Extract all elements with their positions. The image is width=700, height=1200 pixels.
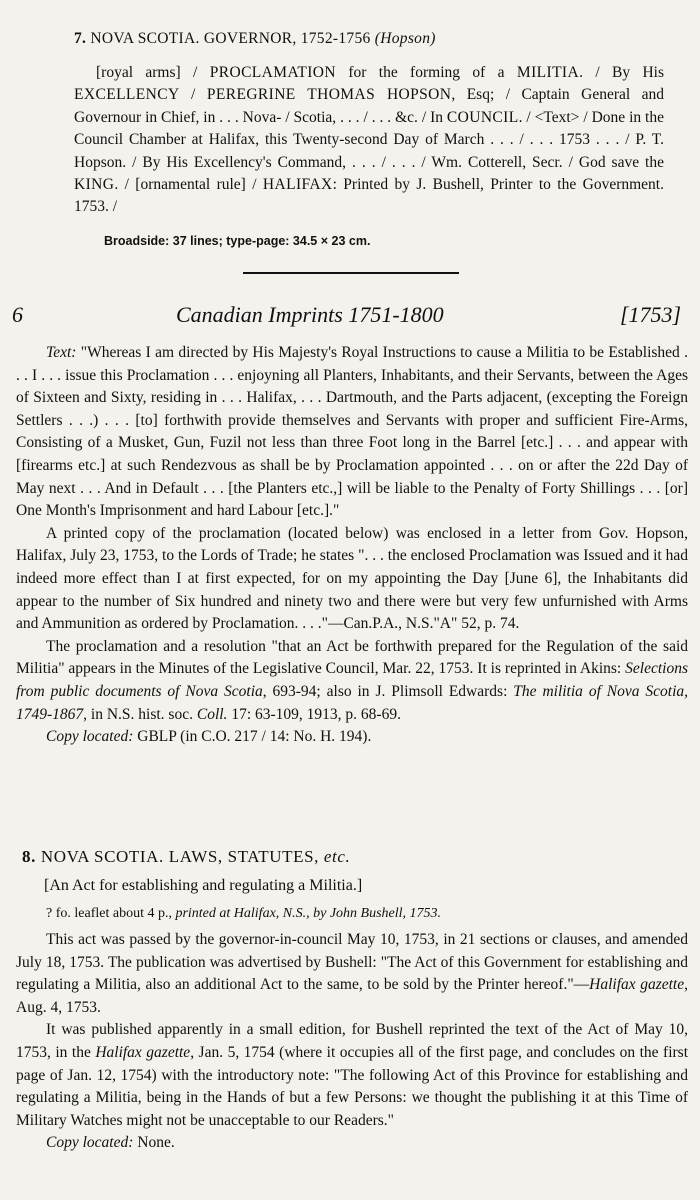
collation-part: ? fo. leaflet about 4 p., xyxy=(46,906,176,921)
entry-7-transcription xyxy=(74,62,664,219)
entry-heading-etc: etc. xyxy=(323,847,351,866)
transcription-part: / xyxy=(179,86,207,104)
copy-located-label: Copy located: xyxy=(46,1134,134,1152)
note-title: Halifax gazette xyxy=(589,976,685,994)
transcription-part: . / <Text> / Done in the Council Chamber at Halifax, this Twenty-second Day of March . . . / . . . 1753 . . . / P. T. Hopson. / By His Excellency's Command, . . . / . . . / Wm. Cotterell, Secr. / God save the xyxy=(74,108,664,171)
transcription-smallcaps: KING xyxy=(74,176,115,194)
note-part: , in N.S. hist. soc. xyxy=(83,705,197,723)
transcription-part: [royal arms] / xyxy=(96,64,210,81)
note-part: , Aug. 4, 1753. xyxy=(16,976,688,1016)
transcription-part: for the forming of a xyxy=(335,64,517,81)
entry-8-notes xyxy=(16,929,688,1155)
collation-imprint: printed at Halifax, N.S., by John Bushell, 1753. xyxy=(175,906,442,921)
note-part: , 693-94; also in J. Plimsoll Edwards: xyxy=(262,682,514,700)
note-paragraph: A printed copy of the proclamation (located below) was enclosed in a letter from Gov. Hopson, Halifax, July 23, 1753, to the Lords of Trade; he states ". . . the enclosed Proclamation was Issued and it had indeed more effect than I at first expected, for on my appointing the Day [June 6], the Inhabitants did appear to the number of Six hundred and ninety two and there were but very few unfurnished with Arms and Ammunition as ordered by Proclamation. . . ."—Can.P.A., N.S."A" 52, p. 74. xyxy=(16,524,688,633)
note-part: , Jan. 5, 1754 (where it occupies all of the first page, and concludes on the first page of Jan. 12, 1754) with the introductory note: "The following Act of this Province for establishing and regulating a Militia, being in the Hands of but a few Persons: we thought the publishing it at this Time of Military Watches might not be unacceptable to our Readers." xyxy=(16,1043,688,1129)
entry-heading-text: NOVA SCOTIA. GOVERNOR, 1752-1756 xyxy=(90,30,371,47)
entry-8-title: [An Act for establishing and regulating a Militia.] xyxy=(44,877,363,894)
text-paragraph xyxy=(16,342,688,523)
page-divider-rule xyxy=(243,272,459,274)
copy-located-value: GBLP (in C.O. 217 / 14: No. H. 194). xyxy=(133,728,372,746)
note-title: Coll. xyxy=(196,705,228,723)
running-year: [1753] xyxy=(620,302,682,327)
transcription-part: : Printed by J. Bushell, Printer to the Government. 1753. / xyxy=(74,176,664,216)
transcription-smallcaps: MILITIA xyxy=(516,64,580,81)
transcription-smallcaps: PROCLAMATION xyxy=(209,64,336,81)
copy-located-label: Copy located: xyxy=(46,728,134,746)
transcription-smallcaps: HALIFAX xyxy=(262,176,333,194)
note-title: The militia of Nova Scotia, 1749-1867 xyxy=(16,682,689,723)
transcription-smallcaps: COUNCIL xyxy=(446,108,519,126)
text-label: Text: xyxy=(46,344,77,361)
note-part: It was published apparently in a small edition, for Bushell reprinted the text of the Act of May 10, 1753, in the xyxy=(16,1021,688,1061)
entry-number: 7. xyxy=(74,30,87,47)
note-title: Selections from public documents of Nova Scotia xyxy=(16,660,688,700)
transcription-part: . / [ornamental rule] / xyxy=(114,176,263,194)
text-quote: "Whereas I am directed by His Majesty's Royal Instructions to cause a Militia to be Established . . . I . . . issue this Proclamation . . . enjoyning all Planters, Inhabitants, and their Servants, between the Ages of Sixteen and Sixty, residing in . . . Halifax, . . . Dartmouth, and the Parts adjacent, (excepting the Foreign Settlers . . .) . . . [to] forthwith provide themselves and Servants with proper and sufficient Fire-Arms, Consisting of a Musket, Gun, Fuzil not less than three Foot long in the Barrel [etc.] . . . and appear with [firearms etc.] at such Rendezvous as shall be by Proclamation appointed . . . on or after the 22d Day of May next . . . And in Default . . . [the Planters etc.,] will be liable to the Penalty of Forty Shillings . . . [or] One Month's Imprisonment and hard Labour [etc.]." xyxy=(16,344,688,520)
note-paragraph xyxy=(16,636,688,726)
copy-located xyxy=(16,726,688,749)
entry-7-collation: Broadside: 37 lines; type-page: 34.5 × 23 cm. xyxy=(104,234,371,248)
note-part: 17: 63-109, 1913, p. 68-69. xyxy=(227,705,401,723)
transcription-part: . / By His xyxy=(579,64,664,81)
entry-heading-text: NOVA SCOTIA. LAWS, STATUTES, xyxy=(40,847,324,866)
transcription-smallcaps: PEREGRINE THOMAS HOPSON xyxy=(206,86,452,104)
entry-8-collation xyxy=(46,906,441,922)
running-title: Canadian Imprints 1751-1800 xyxy=(176,302,444,327)
transcription-smallcaps: EXCELLENCY xyxy=(74,86,180,104)
entry-number: 8. xyxy=(22,847,36,866)
transcription-part: , Esq; / Captain General and Governour in Chief, in . . . Nova- / Scotia, . . . / . . . &c. / In xyxy=(74,86,665,126)
note-paragraph xyxy=(16,929,688,1019)
copy-located xyxy=(16,1132,688,1155)
entry-7-heading xyxy=(74,30,436,48)
copy-located-value: None. xyxy=(133,1134,175,1152)
note-part: This act was passed by the governor-in-council May 10, 1753, in 21 sections or clauses, and amended July 18, 1753. The publication was advertised by Bushell: "The Act of this Government for establishing and regulating a Militia, also an additional Act to the same, to be sold by the Printer hereof."— xyxy=(16,931,688,994)
note-paragraph xyxy=(16,1019,688,1132)
note-part: The proclamation and a resolution "that an Act be forthwith prepared for the Regulation of the said Militia" appears in the Minutes of the Legislative Council, Mar. 22, 1753. It is reprinted in Akins: xyxy=(16,637,688,678)
entry-8-heading xyxy=(22,847,350,867)
note-title: Halifax gazette xyxy=(95,1043,191,1061)
entry-7-notes xyxy=(16,342,688,749)
entry-heading-name: (Hopson) xyxy=(374,30,436,47)
page-number: 6 xyxy=(12,302,23,327)
